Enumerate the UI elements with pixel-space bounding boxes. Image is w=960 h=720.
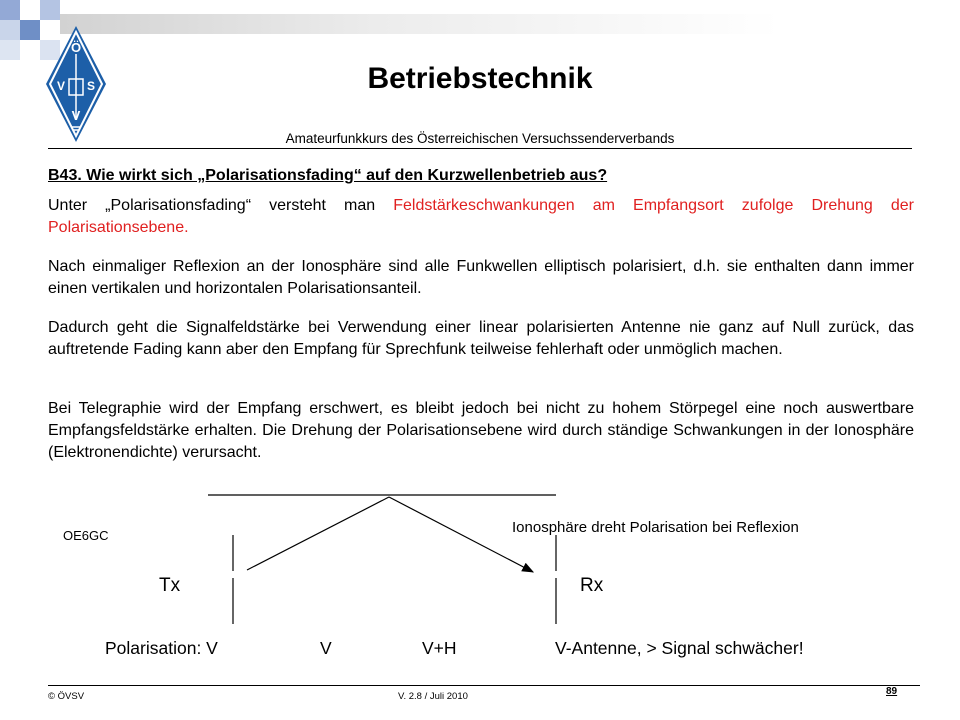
footer-version: V. 2.8 / Juli 2010 [398, 691, 468, 702]
decor-square [0, 0, 20, 20]
header-band [60, 14, 960, 34]
page-number: 89 [886, 686, 898, 697]
paragraph-1-highlight: Feldstärkeschwankungen am Empfangsort zufolge Drehung der Polarisationsebene. [48, 197, 915, 236]
paragraph-2: Nach einmaliger Reflexion an der Ionosphäre sind alle Funkwellen elliptisch polarisiert, d.h. sie enthalten dann immer einen vertikalen und horizontalen Polarisationsanteil. [48, 258, 914, 297]
decor-square [40, 0, 60, 20]
paragraph-3: Dadurch geht die Signalfeldstärke bei Verwendung einer linear polarisierten Antenne nie ganz auf Null zurück, das auftretende Fading kann aber den Empfang für Sprechfunk teilweise fehlerhaft oder unmöglich machen. [48, 319, 914, 358]
rx-label: Rx [580, 575, 604, 596]
polarisation-down-label: V+H [422, 638, 457, 658]
question-heading: B43. Wie wirkt sich „Polarisationsfading“ auf den Kurzwellenbetrieb aus? [48, 167, 608, 184]
paragraph-1-intro: Unter „Polarisationsfading“ versteht man [48, 197, 394, 214]
paragraph-1 [48, 195, 914, 239]
decor-square [20, 20, 40, 40]
ionosphere-label: Ionosphäre dreht Polarisation bei Reflexion [512, 519, 799, 536]
decor-square [20, 0, 40, 20]
logo-letter-bottom: V [71, 108, 81, 123]
tx-label: Tx [159, 575, 181, 596]
page-title: Betriebstechnik [367, 62, 593, 95]
logo-letter-top: Ö [70, 40, 82, 55]
logo-letter-left: V [56, 79, 66, 93]
header-divider [48, 148, 912, 149]
wave-up-line [247, 497, 389, 570]
decor-square [0, 20, 20, 40]
page-subtitle: Amateurfunkkurs des Österreichischen Versuchssenderverbands [285, 131, 675, 146]
paragraph-4: Bei Telegraphie wird der Empfang erschwert, es bleibt jedoch bei nicht zu hohem Störpegel eine noch auswertbare Empfangsfeldstärke erhalten. Die Drehung der Polarisationsebene wird durch ständige Schwankungen in der Ionosphäre (Elektronendichte) verursacht. [48, 400, 914, 461]
footer-divider [48, 685, 920, 686]
logo-letter-right: S [86, 79, 96, 93]
polarisation-rx-label: V-Antenne, > Signal schwächer! [555, 638, 804, 658]
callsign-label: OE6GC [63, 528, 109, 543]
polarisation-up-label: V [320, 638, 332, 658]
polarisation-tx-label: Polarisation: V [105, 638, 218, 658]
decor-square [0, 40, 20, 60]
footer-copyright: © ÖVSV [48, 691, 85, 702]
propagation-diagram [0, 480, 960, 640]
